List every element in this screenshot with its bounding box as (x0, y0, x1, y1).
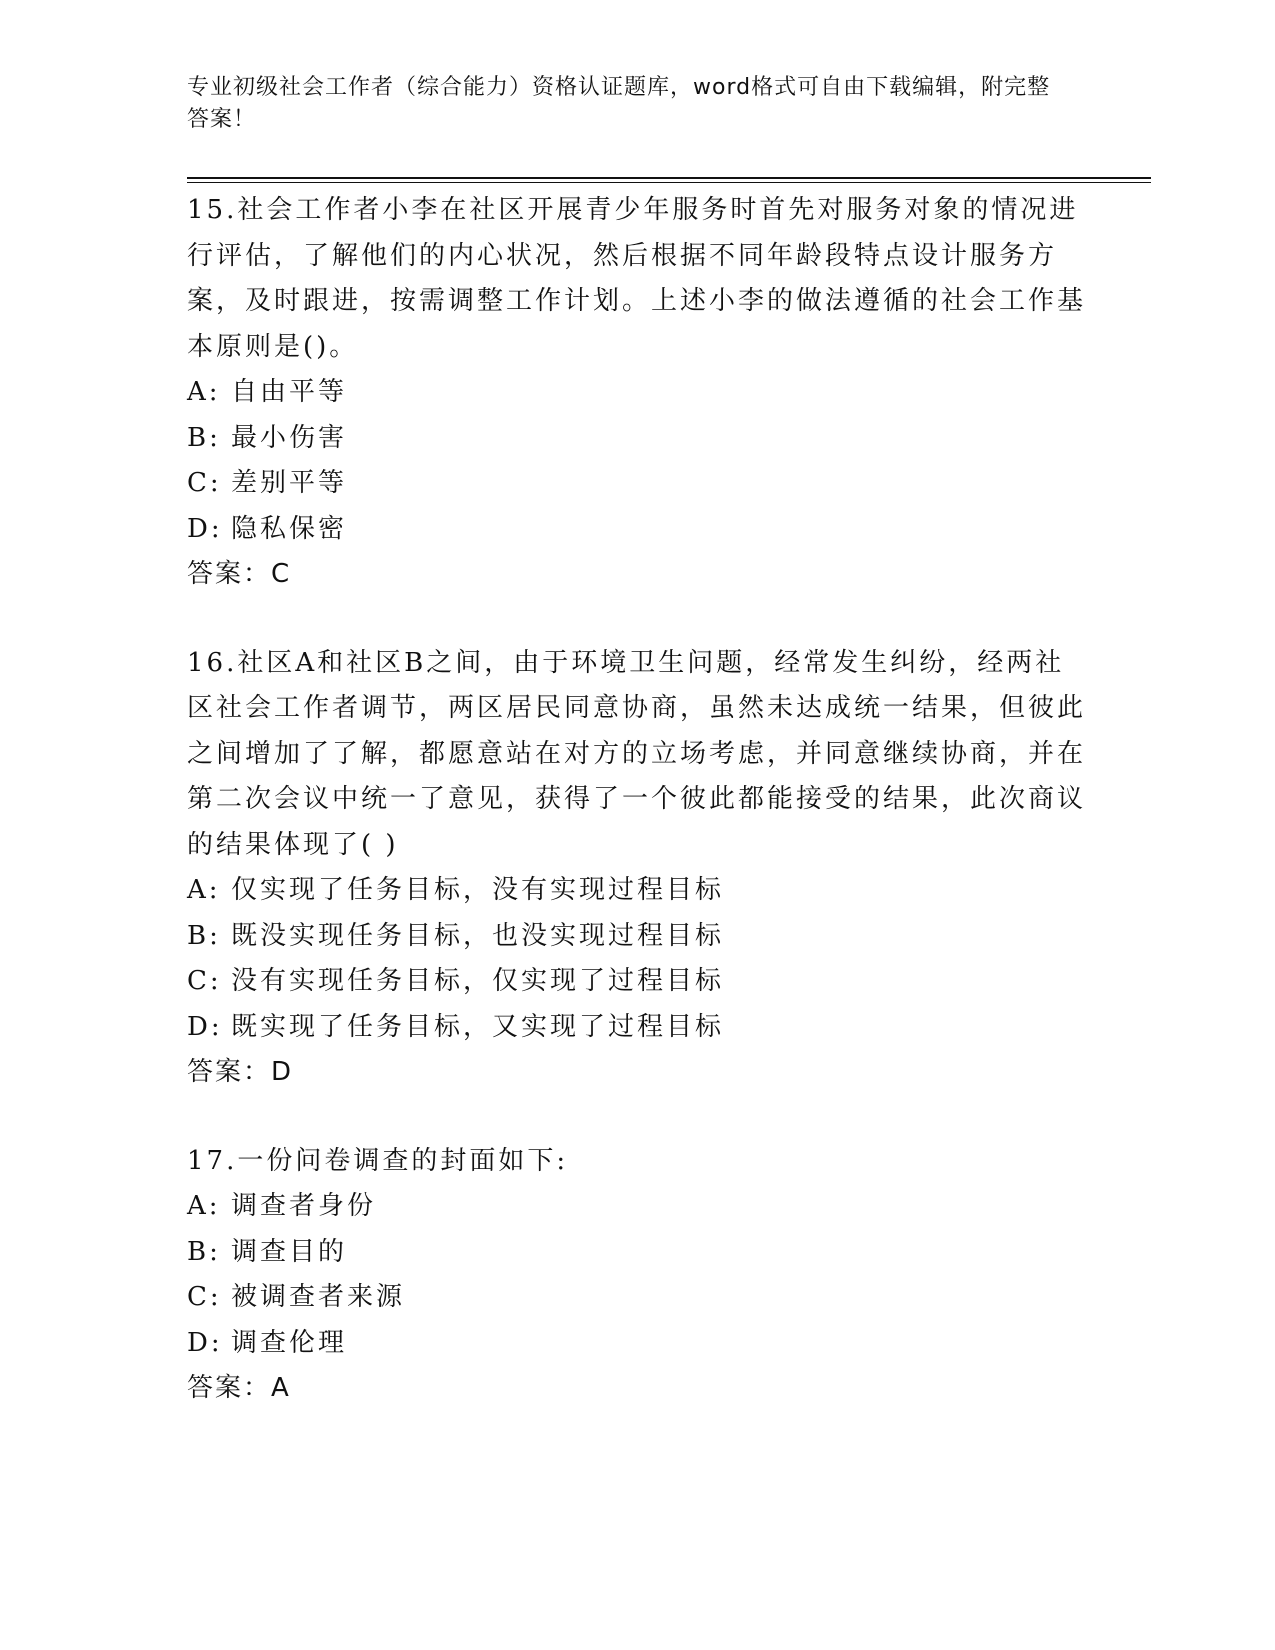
option-text: 调查目的 (231, 1236, 348, 1267)
option-text: 最小伤害 (231, 422, 348, 453)
header-rule-thin (187, 182, 1151, 183)
option-key: A: (187, 1191, 221, 1221)
option-text: 差别平等 (231, 468, 348, 498)
option-c (187, 1275, 1087, 1321)
question-16 (187, 641, 1087, 1096)
option-key: C: (187, 966, 222, 996)
option-key: D: (187, 1011, 223, 1042)
question-list (187, 188, 1087, 1412)
option-text: 被调查者来源 (231, 1282, 406, 1312)
question-stem: 15.社会工作者小李在社区开展青少年服务时首先对服务对象的情况进行评估，了解他们的内心状况，然后根据不同年龄段特点设计服务方案，及时跟进，按需调整工作计划。上述小李的做法遵循的社会工作基本原则是()。 (187, 195, 1087, 362)
option-a (187, 868, 1087, 914)
option-text: 调查者身份 (231, 1191, 377, 1221)
question-stem: 16.社区A和社区B之间，由于环境卫生问题，经常发生纠纷，经两社区社会工作者调节，两区居民同意协商，虽然未达成统一结果，但彼此之间增加了了解，都愿意站在对方的立场考虑，并同意继续协商，并在第二次会议中统一了意见，获得了一个彼此都能接受的结果，此次商议的结果体现了( ) (187, 647, 1087, 860)
option-key: B: (187, 1236, 221, 1267)
question-15 (187, 188, 1087, 598)
answer-line: 答案：A (187, 1373, 291, 1403)
option-c (187, 959, 1087, 1005)
option-text: 没有实现任务目标，仅实现了过程目标 (231, 966, 725, 996)
option-b (187, 1230, 1087, 1276)
answer-line: 答案：C (187, 559, 292, 589)
question-17 (187, 1139, 1087, 1412)
option-d (187, 507, 1087, 553)
answer-line: 答案：D (187, 1057, 294, 1087)
option-key: A: (187, 875, 221, 905)
option-text: 调查伦理 (231, 1327, 348, 1358)
option-c (187, 461, 1087, 507)
option-a (187, 1184, 1087, 1230)
option-key: D: (187, 513, 223, 544)
option-text: 自由平等 (231, 377, 348, 407)
option-key: D: (187, 1327, 223, 1358)
question-spacer (187, 598, 1087, 641)
page-header: 专业初级社会工作者（综合能力）资格认证题库，word格式可自由下载编辑，附完整答案！ (187, 75, 1051, 132)
option-b (187, 914, 1087, 960)
option-key: A: (187, 377, 221, 407)
option-text: 既没实现任务目标，也没实现过程目标 (231, 920, 725, 951)
option-key: C: (187, 1282, 222, 1312)
option-d (187, 1005, 1087, 1051)
option-text: 隐私保密 (231, 513, 348, 544)
option-a (187, 370, 1087, 416)
option-text: 仅实现了任务目标，没有实现过程目标 (231, 875, 725, 905)
header-rule-thick (187, 177, 1151, 179)
question-spacer (187, 1096, 1087, 1139)
option-b (187, 416, 1087, 462)
option-text: 既实现了任务目标，又实现了过程目标 (231, 1011, 725, 1042)
option-key: B: (187, 422, 221, 453)
option-d (187, 1321, 1087, 1367)
question-stem: 17.一份问卷调查的封面如下: (187, 1145, 569, 1176)
option-key: C: (187, 468, 222, 498)
option-key: B: (187, 920, 221, 951)
